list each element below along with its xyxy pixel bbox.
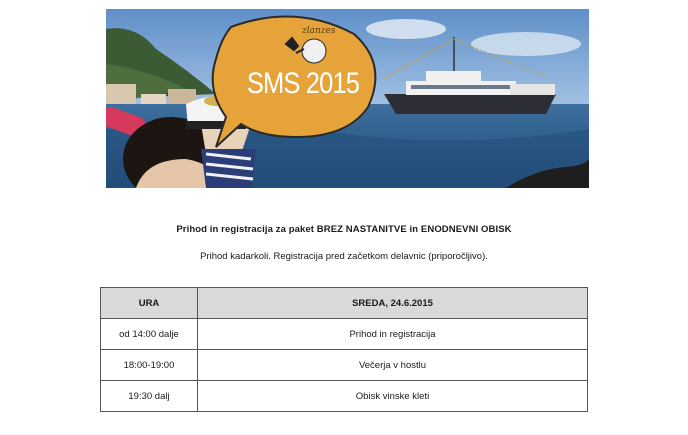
badge-title: SMS 2015	[246, 67, 360, 100]
table-row	[101, 381, 588, 412]
row-time: 19:30 dalj	[101, 381, 198, 412]
page-subheading: Prihod kadarkoli. Registracija pred začetkom delavnic (priporočljivo).	[200, 251, 488, 262]
table-header-row	[101, 288, 588, 319]
schedule-table	[100, 287, 588, 412]
row-event: Obisk vinske kleti	[198, 381, 588, 412]
header-time: URA	[101, 288, 198, 319]
row-event: Prihod in registracija	[198, 319, 588, 350]
page-heading: Prihod in registracija za paket BREZ NASTANITVE in ENODNEVNI OBISK	[176, 224, 512, 235]
table-row	[101, 319, 588, 350]
row-event: Večerja v hostlu	[198, 350, 588, 381]
row-time: 18:00-19:00	[101, 350, 198, 381]
header-date: SREDA, 24.6.2015	[198, 288, 588, 319]
banner-photo	[106, 9, 589, 188]
row-time: od 14:00 dalje	[101, 319, 198, 350]
table-row	[101, 350, 588, 381]
badge-subtext: zlanzes	[302, 26, 336, 36]
